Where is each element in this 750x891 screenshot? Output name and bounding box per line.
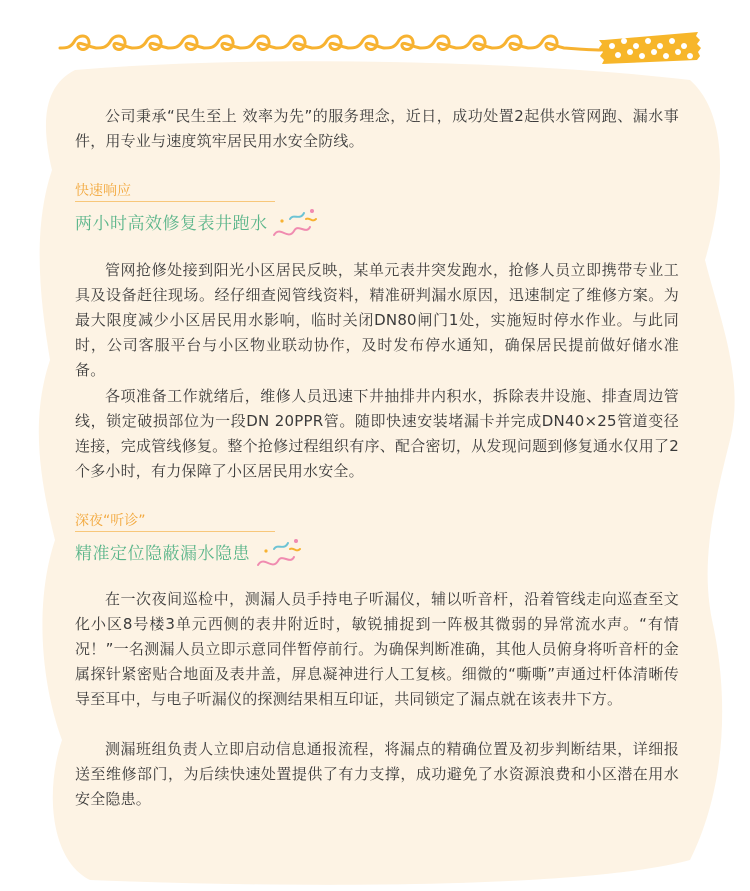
intro-paragraph: 公司秉承“民生至上 效率为先”的服务理念，近日，成功处置2起供水管网跑、漏水事件，用专业与速度筑牢居民用水安全防线。 [75,107,679,150]
section1-divider [75,201,275,202]
confetti-squiggle-icon [254,535,304,575]
section1-title: 两小时高效修复表井跑水 [75,214,268,234]
section2-paragraph-2: 测漏班组负责人立即启动信息通报流程，将漏点的精确位置及初步判断结果，详细报送至维修部门，为后续快速处置提供了有力支撑，成功避免了水资源浪费和小区潜在用水安全隐患。 [75,740,679,808]
section1-kicker: 快速响应 [75,183,131,199]
section1-paragraph-2: 各项准备工作就绪后，维修人员迅速下井抽排井内积水，拆除表井设施、排查周边管线，锁定破损部位为一段DN 20PPR管。随即快速安装堵漏卡并完成DN40×25管道变径连接，完成管线修复。整个抢修过程组织有序、配合密切，从发现问题到修复通水仅用了2个多小时，有力保障了小区居民用水安全。 [75,387,679,480]
section2-divider [75,531,275,532]
section2-paragraph-1: 在一次夜间巡检中，测漏人员手持电子听漏仪，辅以听音杆，沿着管线走向巡查至文化小区8号楼3单元西侧的表井附近时，敏锐捕捉到一阵极其微弱的异常流水声。“有情况！”一名测漏人员立即示意同伴暂停前行。为确保判断准确，其他人员俯身将听音杆的金属探针紧密贴合地面及表井盖，屏息凝神进行人工复核。细微的“嘶嘶”声通过杆体清晰传导至耳中，与电子听漏仪的探测结果相互印证，共同锁定了漏点就在该表井下方。 [75,590,679,708]
section2-kicker: 深夜“听诊” [75,513,146,529]
section2-title: 精准定位隐蔽漏水隐患 [75,544,250,564]
section1-paragraph-1: 管网抢修处接到阳光小区居民反映，某单元表井突发跑水，抢修人员立即携带专业工具及设备赶往现场。经仔细查阅管线资料，精准研判漏水原因，迅速制定了维修方案。为最大限度减少小区居民用水影响，临时关闭DN80闸门1处，实施短时停水作业。与此同时，公司客服平台与小区物业联动协作，及时发布停水通知，确保居民提前做好储水准备。 [75,261,679,379]
confetti-squiggle-icon [270,205,320,245]
